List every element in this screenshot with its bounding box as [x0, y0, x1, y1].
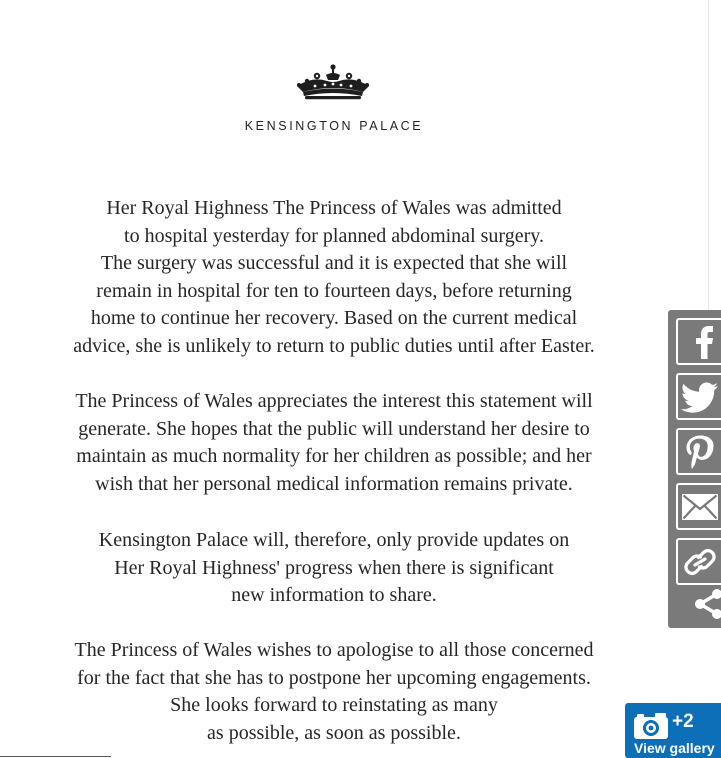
statement-paragraph-2	[0, 388, 668, 498]
share-email-button[interactable]	[676, 483, 721, 530]
statement-paragraph-3	[0, 527, 668, 610]
statement-line: remain in hospital for ten to fourteen days, before returning	[96, 279, 572, 302]
statement-line: as possible, as soon as possible.	[207, 721, 461, 744]
statement-line: The Princess of Wales wishes to apologise to all those concerned	[74, 639, 594, 661]
statement-line: for the fact that she has to postpone her upcoming engagements.	[77, 666, 591, 689]
kensington-palace-header: KENSINGTON PALACE	[244, 119, 424, 133]
camera-icon	[633, 712, 669, 740]
statement-line: home to continue her recovery. Based on the current medical	[90, 307, 578, 330]
link-icon	[681, 545, 719, 579]
share-link-button[interactable]	[676, 538, 721, 585]
crown-logo	[293, 64, 373, 102]
statement-paragraph-4	[0, 637, 668, 747]
statement-line: Her Royal Highness The Princess of Wales was admitted	[106, 197, 562, 219]
twitter-icon	[681, 380, 719, 414]
statement-line: She looks forward to reinstating as many	[170, 694, 498, 717]
gallery-count: +2	[672, 711, 694, 732]
share-facebook-button[interactable]	[676, 318, 721, 365]
statement-line: new information to share.	[231, 584, 437, 607]
statement-line: maintain as much normality for her children as possible; and her	[76, 445, 592, 468]
view-gallery-label: View gallery	[634, 740, 715, 756]
statement-paragraph-1	[0, 195, 668, 361]
share-bar	[668, 310, 721, 628]
divider	[0, 756, 111, 757]
pinterest-icon	[681, 435, 719, 469]
statement-line: generate. She hopes that the public will understand her desire to	[78, 417, 590, 440]
facebook-icon	[681, 325, 719, 359]
statement-line: The Princess of Wales appreciates the interest this statement will	[75, 390, 593, 412]
share-pinterest-button[interactable]	[676, 428, 721, 475]
view-gallery-button[interactable]	[625, 703, 721, 758]
statement-line: to hospital yesterday for planned abdominal surgery.	[124, 224, 544, 247]
statement-line: Kensington Palace will, therefore, only provide updates on	[98, 529, 570, 551]
statement-line: advice, she is unlikely to return to public duties until after Easter.	[73, 334, 595, 357]
statement-line: Her Royal Highness' progress when there is significant	[114, 556, 554, 579]
statement-line: wish that her personal medical information remains private.	[95, 472, 573, 495]
email-icon	[681, 490, 719, 524]
share-twitter-button[interactable]	[676, 373, 721, 420]
divider	[708, 0, 709, 310]
share-icon[interactable]	[690, 588, 721, 620]
statement-line: The surgery was successful and it is expected that she will	[100, 252, 568, 275]
